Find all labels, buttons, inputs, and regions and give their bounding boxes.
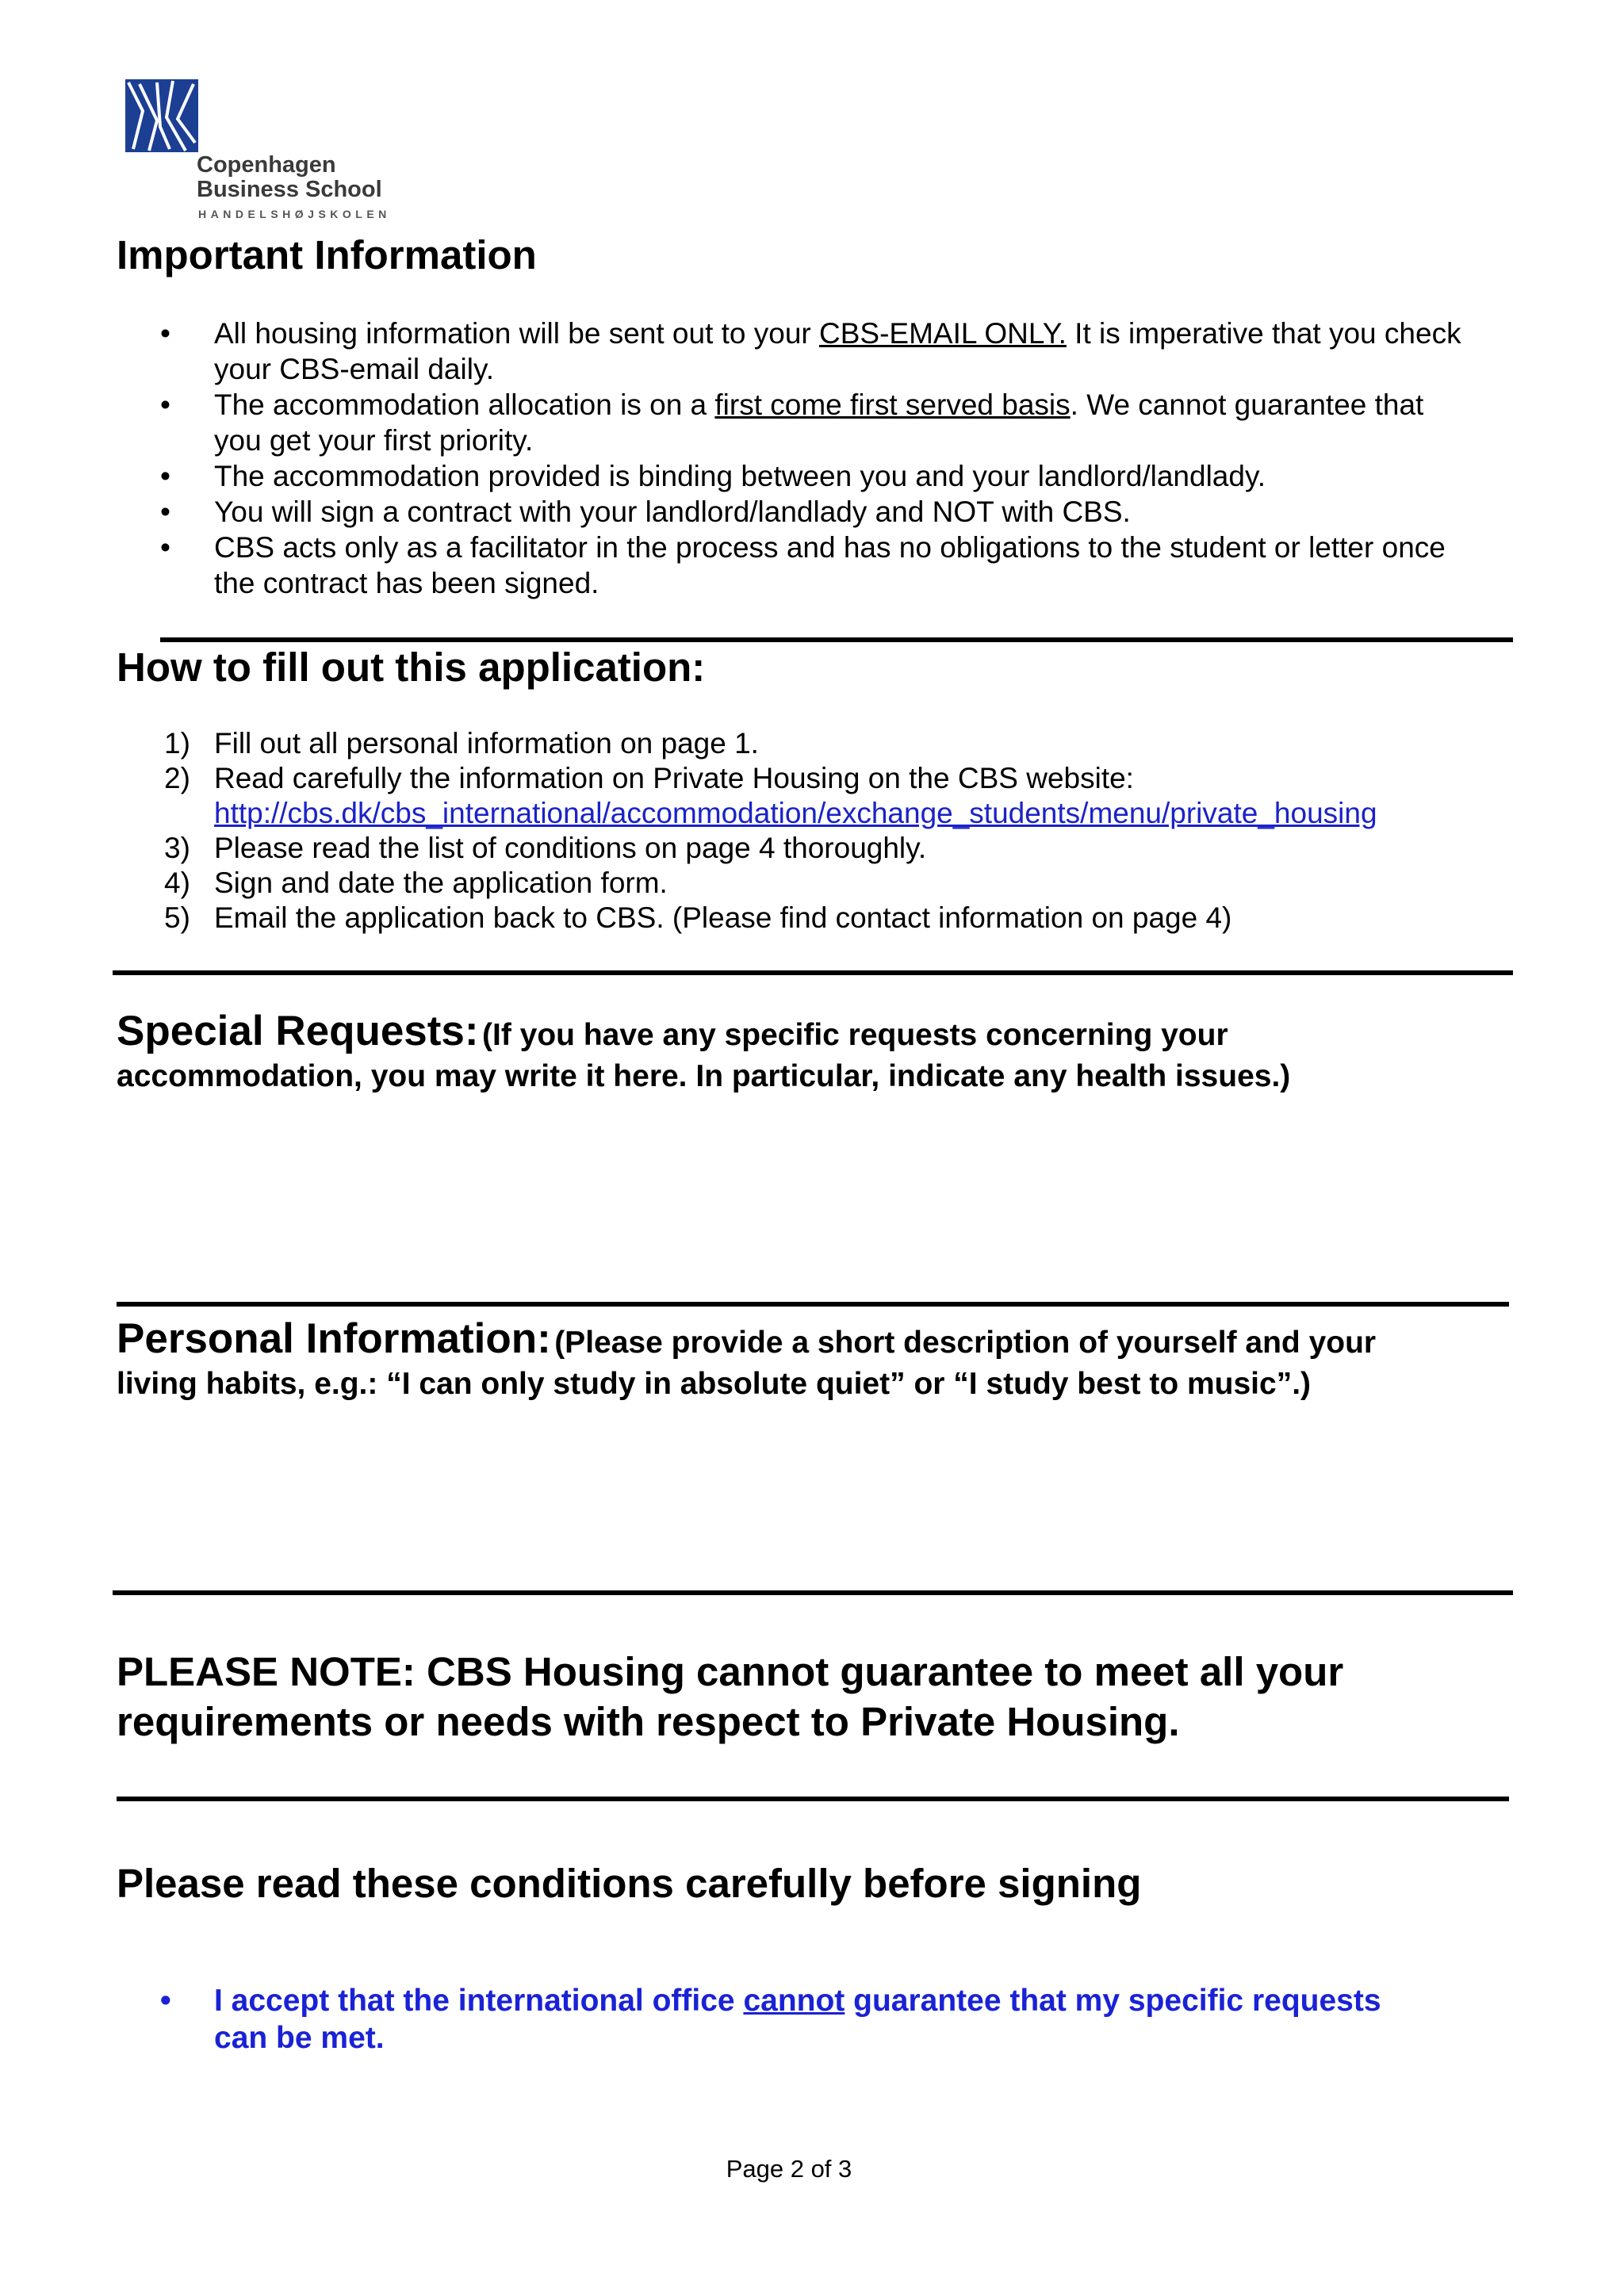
cbs-logo-mark-icon xyxy=(125,79,198,152)
personal-info-subtext: living habits, e.g.: “I can only study in absolute quiet” or “I study best to music”.) xyxy=(117,1367,1312,1401)
important-info-heading: Important Information xyxy=(117,232,537,277)
list-item: 4) Sign and date the application form. xyxy=(164,867,668,899)
bullet-icon: • xyxy=(160,1984,171,2018)
list-item: • You will sign a contract with your landlord/landlady and NOT with CBS. xyxy=(160,496,1131,528)
section-divider xyxy=(160,637,1513,642)
list-item: • All housing information will be sent out to your CBS-EMAIL ONLY. It is imperative that you check your CBS-email daily. xyxy=(160,317,1461,385)
personal-info-heading: Personal Information: (Please provide a short description of yourself and your xyxy=(117,1315,1377,1362)
logo-text-handelshojskolen: HANDELSHØJSKOLEN xyxy=(198,208,391,220)
cbs-email-only-emphasis: CBS-EMAIL ONLY. xyxy=(819,317,1067,350)
section-divider xyxy=(117,1797,1509,1801)
list-item: • The accommodation provided is binding between you and your landlord/landlady. xyxy=(160,460,1266,492)
first-come-emphasis: first come first served basis xyxy=(714,388,1071,421)
important-info-list xyxy=(117,316,1584,601)
bullet-icon: • xyxy=(160,531,170,564)
list-item: 3) Please read the list of conditions on page 4 thoroughly. xyxy=(164,832,927,864)
list-item: • I accept that the international office cannot guarantee that my specific requests can be met. xyxy=(160,1984,1381,2055)
how-to-heading: How to fill out this application: xyxy=(117,645,706,690)
logo-text-copenhagen: Copenhagen xyxy=(197,152,336,178)
list-item: • CBS acts only as a facilitator in the process and has no obligations to the student or letter once the contract has been signed. xyxy=(160,531,1446,599)
please-note-text: PLEASE NOTE: CBS Housing cannot guarantee to meet all your requirements or needs with respect to Private Housing. xyxy=(117,1649,1344,1744)
list-item: • The accommodation allocation is on a first come first served basis. We cannot guarantee that you get your first priority. xyxy=(160,388,1424,457)
bullet-icon: • xyxy=(160,317,170,350)
list-item: 2) Read carefully the information on Private Housing on the CBS website: http://cbs.dk/cbs_international/accommodation/exchange_students/menu/private_housing xyxy=(164,762,1377,829)
how-to-list xyxy=(117,726,1584,936)
list-item: 5) Email the application back to CBS. (Please find contact information on page 4) xyxy=(164,901,1232,934)
special-requests-heading: Special Requests: (If you have any specific requests concerning your xyxy=(117,1008,1228,1054)
special-requests-subtext: accommodation, you may write it here. In particular, indicate any health issues.) xyxy=(117,1059,1291,1093)
logo-text-business-school: Business School xyxy=(197,177,382,202)
conditions-heading: Please read these conditions carefully before signing xyxy=(117,1861,1142,1906)
special-requests-field[interactable] xyxy=(117,1110,1512,1292)
page-number: Page 2 of 3 xyxy=(726,2155,852,2183)
list-item: 1) Fill out all personal information on page 1. xyxy=(164,727,759,760)
bullet-icon: • xyxy=(160,388,170,421)
section-divider xyxy=(113,970,1513,975)
private-housing-link[interactable]: http://cbs.dk/cbs_international/accommodation/exchange_students/menu/private_housing xyxy=(214,797,1377,829)
bullet-icon: • xyxy=(160,460,170,492)
section-divider xyxy=(113,1590,1513,1595)
cbs-logo xyxy=(125,79,411,230)
section-divider xyxy=(117,1302,1509,1307)
conditions-list xyxy=(117,1982,1584,2057)
personal-info-field[interactable] xyxy=(117,1419,1512,1586)
bullet-icon: • xyxy=(160,496,170,528)
cannot-emphasis: cannot xyxy=(743,1984,845,2018)
